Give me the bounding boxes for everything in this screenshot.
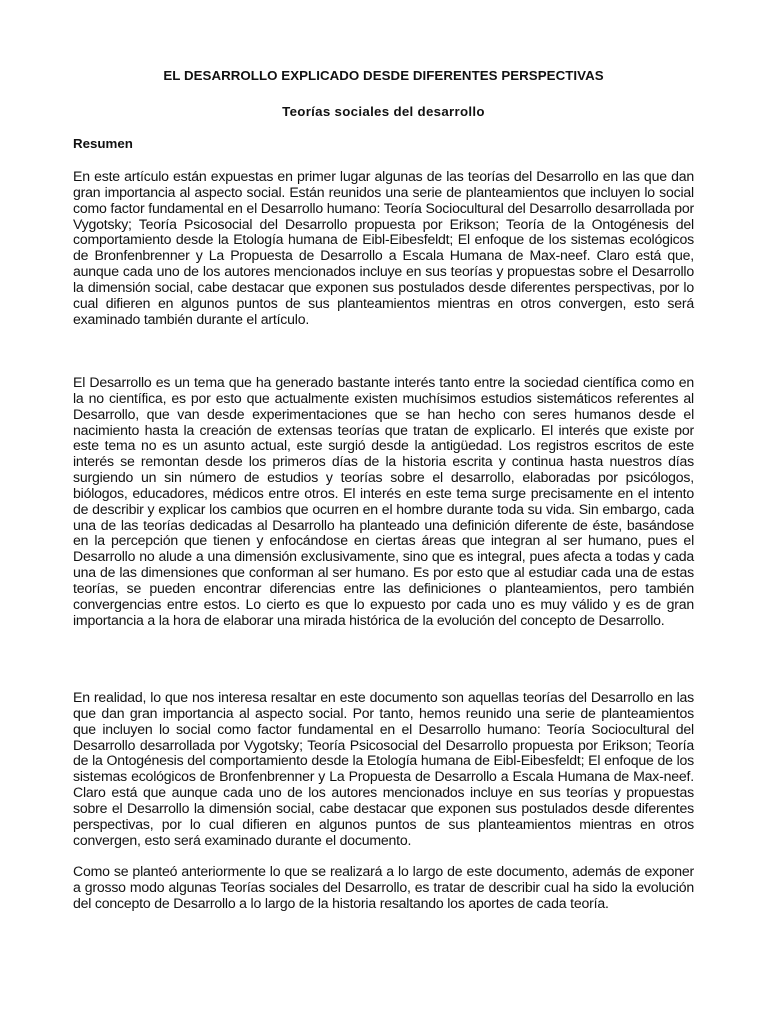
document-title: EL DESARROLLO EXPLICADO DESDE DIFERENTES PERSPECTIVAS	[163, 68, 604, 83]
paragraph: En este artículo están expuestas en primer lugar algunas de las teorías del Desarrollo en las que dan gran importancia al aspecto social. Están reunidos una serie de planteamientos que incluyen lo social como factor fundamental en el Desarrollo humano: Teoría Sociocultural del Desarrollo desarrollada por Vygotsky; Teoría Psicosocial del Desarrollo propuesta por Erikson; Teoría de la Ontogénesis del comportamiento desde la Etología humana de Eibl-Eibesfeldt; El enfoque de los sistemas ecológicos de Bronfenbrenner y La Propuesta de Desarrollo a Escala Humana de Max-neef. Claro está que, aunque cada uno de los autores mencionados incluye en sus teorías y propuestas sobre el Desarrollo la dimensión social, cabe destacar que exponen sus postulados desde diferentes perspectivas, por lo cual difieren en algunos puntos de sus planteamientos mientras en otros convergen, esto será examinado también durante el artículo.	[73, 168, 694, 327]
paragraph: El Desarrollo es un tema que ha generado bastante interés tanto entre la sociedad científica como en la no científica, es por esto que actualmente existen muchísimos estudios sistemáticos referentes al Desarrollo, que van desde experimentaciones que se han hecho con seres humanos desde el nacimiento hasta la creación de extensas teorías que tratan de explicarlo. El interés que existe por este tema no es un asunto actual, este surgió desde la antigüedad. Los registros escritos de este interés se remontan desde los primeros días de la historia escrita y continua hasta nuestros días surgiendo un sin número de estudios y teorías sobre el desarrollo, elaboradas por psicólogos, biólogos, educadores, médicos entre otros. El interés en este tema surge precisamente en el intento de describir y explicar los cambios que ocurren en el hombre durante toda su vida. Sin embargo, cada una de las teorías dedicadas al Desarrollo ha planteado una definición diferente de éste, basándose en la percepción que tienen y enfocándose en ciertas áreas que integran al ser humano, pues el Desarrollo no alude a una dimensión exclusivamente, sino que es integral, pues afecta a todas y cada una de las dimensiones que conforman al ser humano. Es por esto que al estudiar cada una de estas teorías, se pueden encontrar diferencias entre las definiciones o planteamientos, pero también convergencias entre estos. Lo cierto es que lo expuesto por cada uno es muy válido y es de gran importancia a la hora de elaborar una mirada histórica de la evolución del concepto de Desarrollo.	[73, 374, 694, 628]
document-subtitle: Teorías sociales del desarrollo	[282, 104, 485, 119]
section-heading-resumen: Resumen	[73, 136, 133, 151]
paragraph: En realidad, lo que nos interesa resaltar en este documento son aquellas teorías del Desarrollo en las que dan gran importancia al aspecto social. Por tanto, hemos reunido una serie de planteamientos que incluyen lo social como factor fundamental en el Desarrollo humano: Teoría Sociocultural del Desarrollo desarrollada por Vygotsky; Teoría Psicosocial del Desarrollo propuesta por Erikson; Teoría de la Ontogénesis del comportamiento desde la Etología humana de Eibl-Eibesfeldt; El enfoque de los sistemas ecológicos de Bronfenbrenner y La Propuesta de Desarrollo a Escala Humana de Max-neef. Claro está que aunque cada uno de los autores mencionados incluye en sus teorías y propuestas sobre el Desarrollo la dimensión social, cabe destacar que exponen sus postulados desde diferentes perspectivas, por lo cual difieren en algunos puntos de sus planteamientos mientras en otros convergen, esto será examinado durante el documento.	[73, 689, 694, 848]
paragraph: Como se planteó anteriormente lo que se realizará a lo largo de este documento, además de exponer a grosso modo algunas Teorías sociales del Desarrollo, es tratar de describir cual ha sido la evolución del concepto de Desarrollo a lo largo de la historia resaltando los aportes de cada teoría.	[73, 863, 694, 911]
